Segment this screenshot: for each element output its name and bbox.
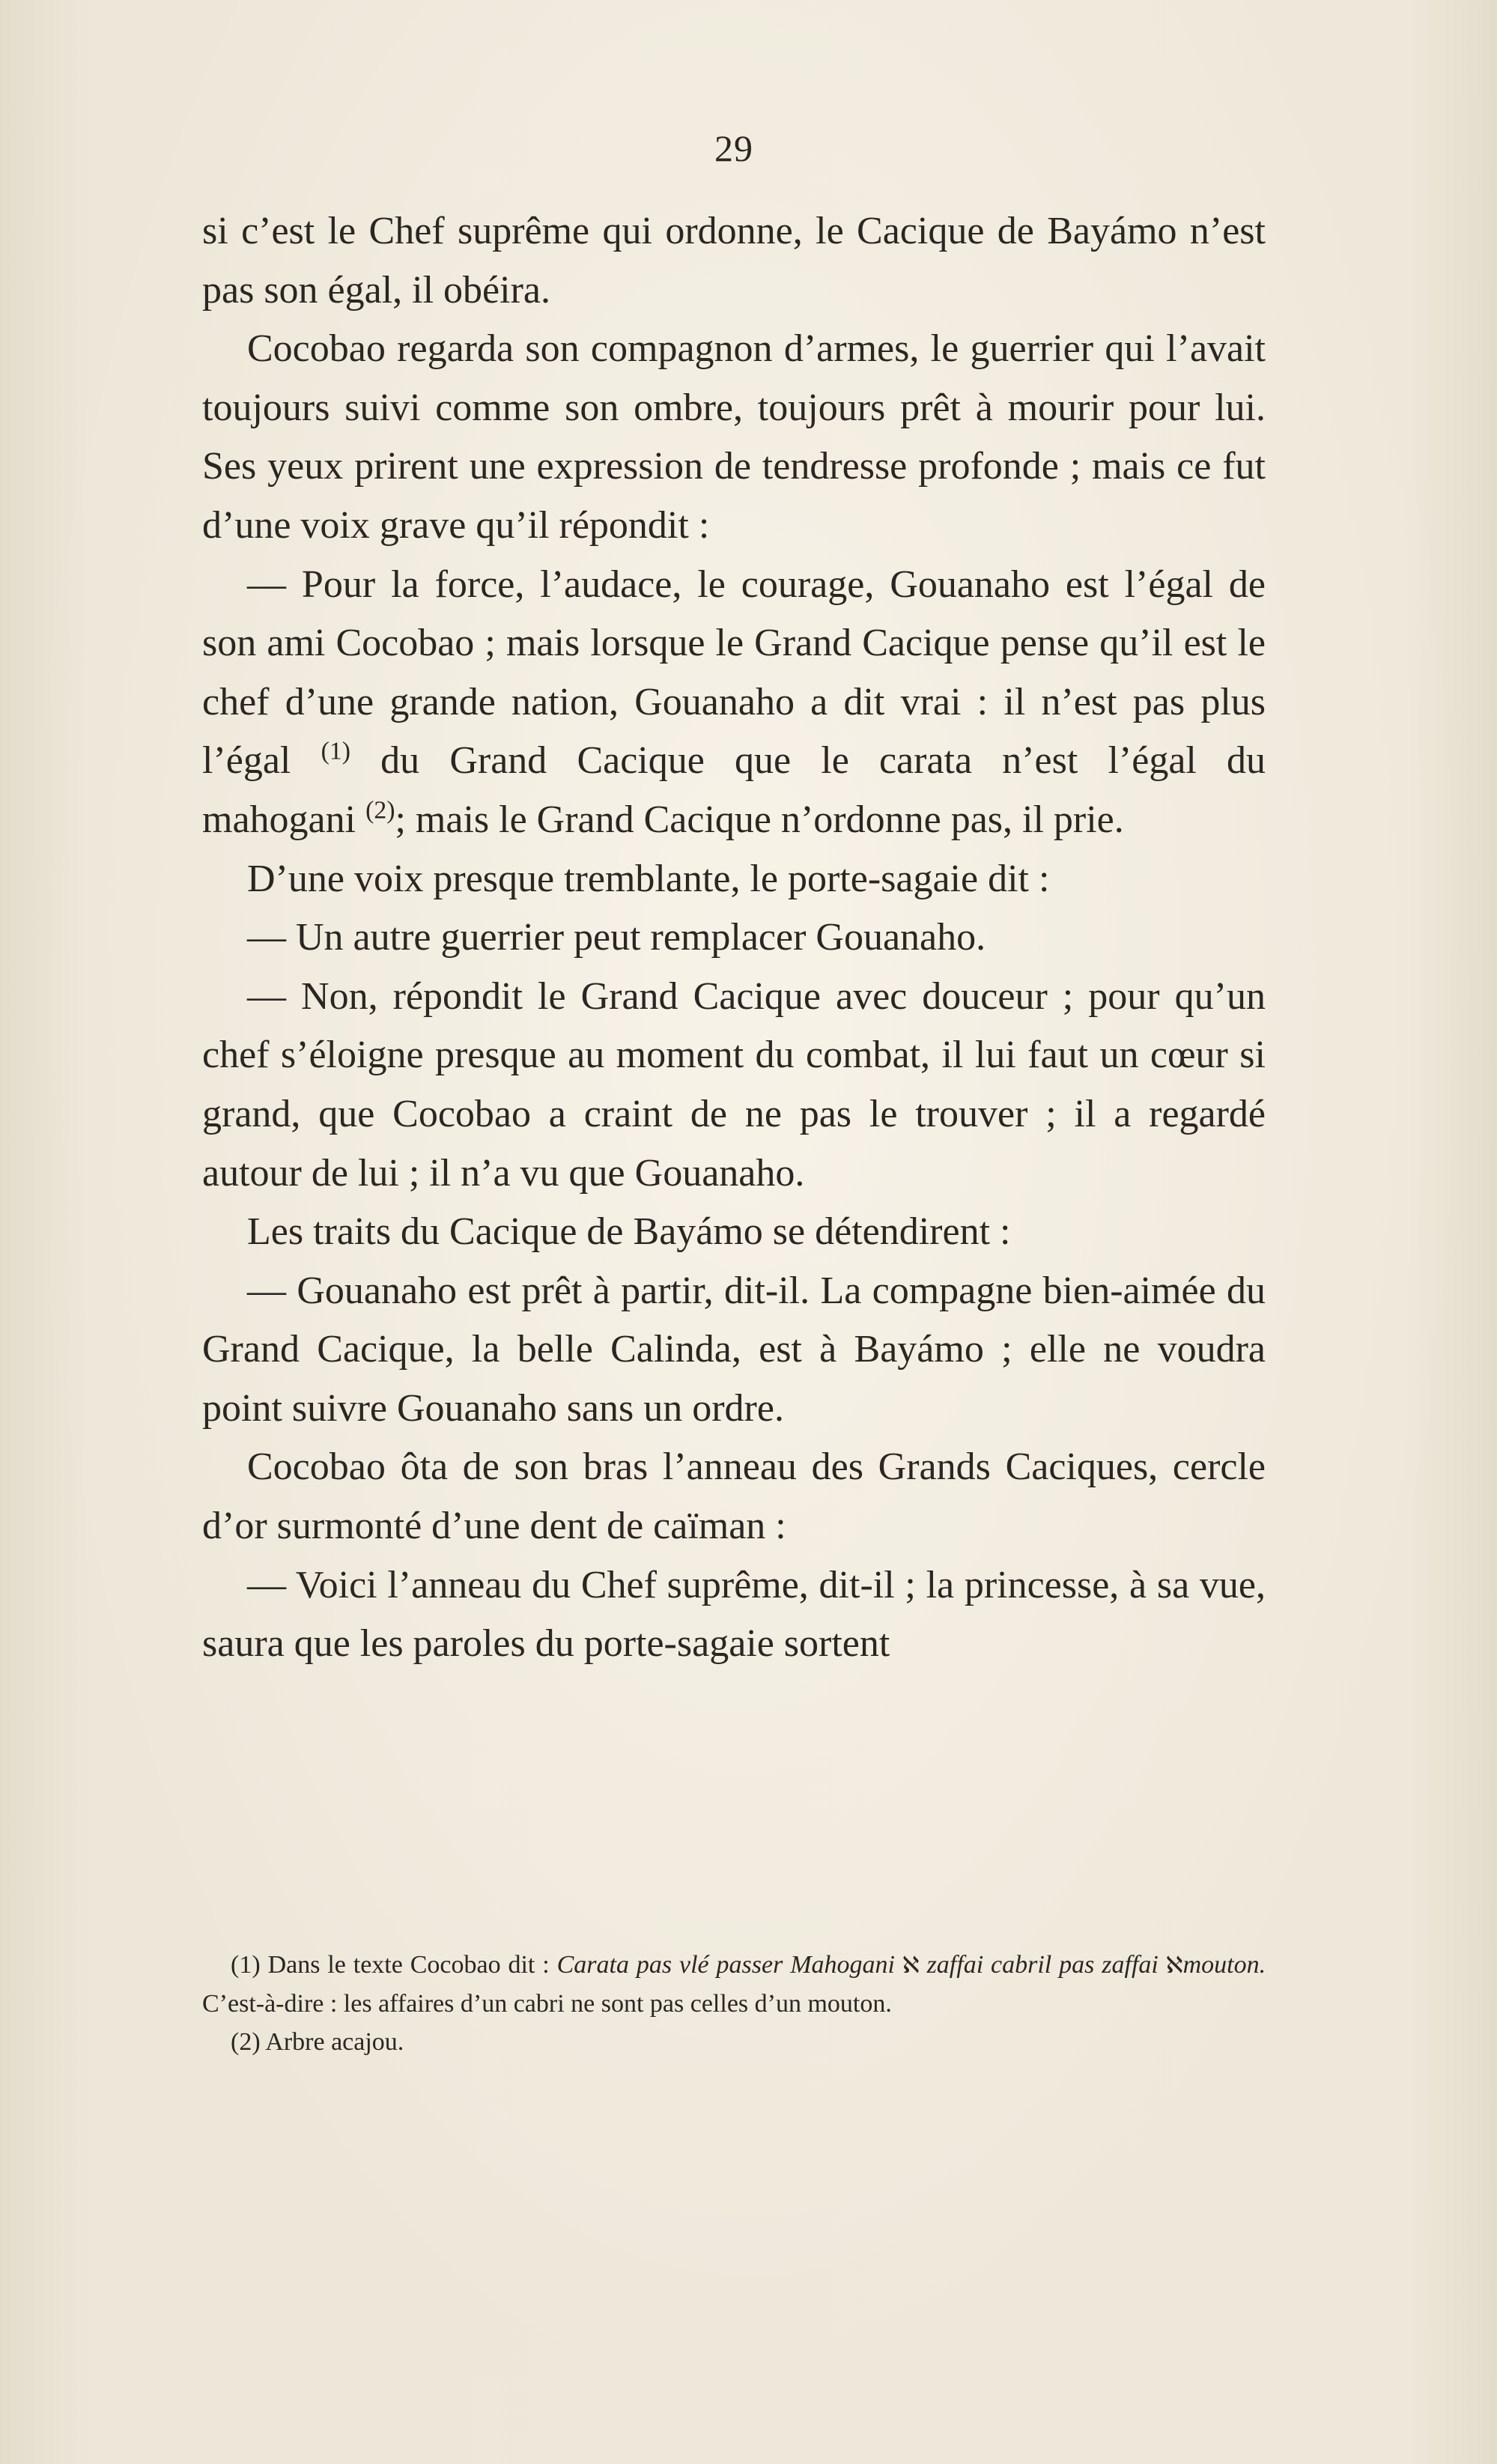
footnote-1-quote-a: Carata pas vlé passer Mahogani	[556, 1951, 895, 1979]
paragraph-3-part-1: — Pour la force, l’audace, le courage, Gouanaho est l’égal de son ami Cocobao ; mais lorsque le Grand Cacique pense qu’il est le chef d’une grande nation, Gouanaho a dit vrai : il n’est pas plus l’égal	[202, 562, 1266, 783]
footnote-1-glyph-b: ℵ	[1165, 1952, 1183, 1978]
paragraph-2: Cocobao regarda son compagnon d’armes, le guerrier qui l’avait toujours suivi comme son ombre, toujours prêt à mourir pour lui. Ses yeux prirent une expression de tendresse profonde ; mais ce fut d’une voix grave qu’il répondit :	[202, 327, 1266, 547]
footnote-1-marker: (1)	[231, 1951, 261, 1979]
footnote-1-quote-c: mouton.	[1182, 1951, 1266, 1979]
footnote-2	[202, 2023, 1266, 2061]
paragraph-5: — Un autre guerrier peut remplacer Gouanaho.	[247, 916, 986, 959]
footnote-1-glyph-a: ℵ	[902, 1952, 920, 1978]
paragraph-3-part-2: du Grand Cacique que le carata n’est l’égal du mahogani	[202, 739, 1266, 841]
paragraph-7: Les traits du Cacique de Bayámo se détendirent :	[247, 1210, 1011, 1254]
footnote-1-translation: C’est-à-dire : les affaires d’un cabri ne sont pas celles d’un mouton.	[202, 1990, 892, 2018]
paragraph-4: D’une voix presque tremblante, le porte-sagaie dit :	[247, 857, 1050, 900]
footnote-ref-1: (1)	[321, 737, 350, 765]
body-text	[202, 202, 1266, 1674]
footnote-ref-2: (2)	[365, 796, 395, 825]
paragraph-9: Cocobao ôta de son bras l’anneau des Grands Caciques, cercle d’or surmonté d’une dent de caïman :	[202, 1445, 1266, 1548]
paragraph-1: si c’est le Chef suprême qui ordonne, le Cacique de Bayámo n’est pas son égal, il obéira.	[202, 210, 1266, 312]
paragraph-6: — Non, répondit le Grand Cacique avec douceur ; pour qu’un chef s’éloigne presque au moment du combat, il lui faut un cœur si grand, que Cocobao a craint de ne pas le trouver ; il a regardé autour de lui ; il n’a vu que Gouanaho.	[202, 974, 1266, 1195]
paragraph-3	[202, 556, 1266, 850]
footnotes	[202, 1946, 1266, 2061]
paragraph-8: — Gouanaho est prêt à partir, dit-il. La compagne bien-aimée du Grand Cacique, la belle Calinda, est à Bayámo ; elle ne voudra point suivre Gouanaho sans un ordre.	[202, 1269, 1266, 1430]
footnote-1-quote-b: zaffai cabril pas zaffai	[926, 1951, 1159, 1979]
footnote-2-marker: (2)	[231, 2028, 261, 2056]
paragraph-3-part-3: ; mais le Grand Cacique n’ordonne pas, il prie.	[395, 798, 1124, 841]
footnote-1	[202, 1946, 1266, 2023]
paragraph-10: — Voici l’anneau du Chef suprême, dit-il ; la princesse, à sa vue, saura que les paroles du porte-sagaie sortent	[202, 1563, 1266, 1666]
page-number: 29	[714, 127, 753, 169]
footnote-1-intro: Dans le texte Cocobao dit :	[267, 1951, 550, 1979]
footnote-2-text: Arbre acajou.	[265, 2028, 404, 2056]
